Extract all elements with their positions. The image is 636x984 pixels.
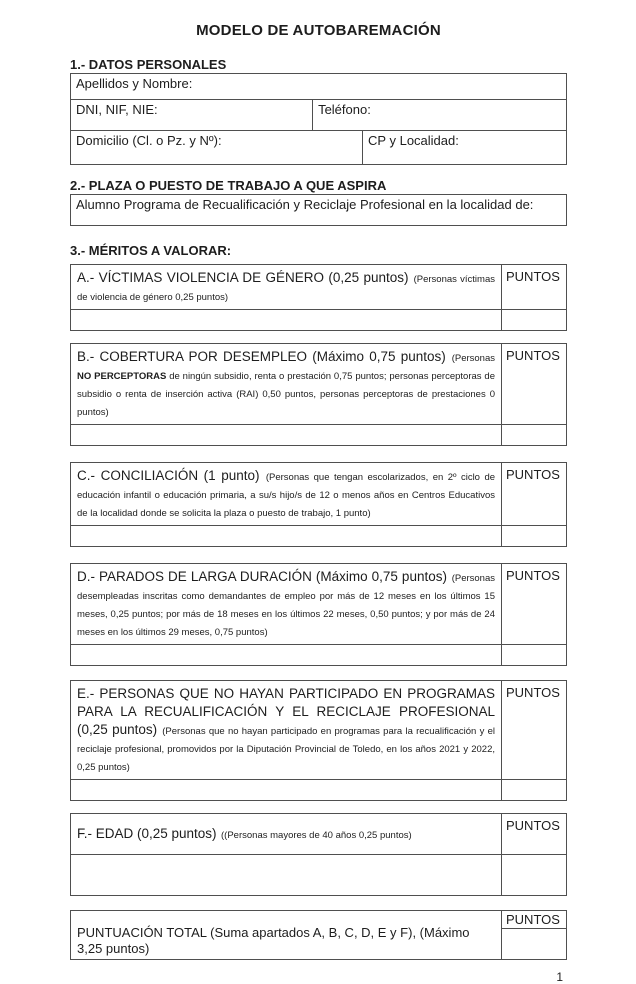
merit-desc-row — [71, 463, 566, 525]
domicilio-field[interactable] — [71, 131, 362, 164]
merit-a-title: A.- VÍCTIMAS VIOLENCIA DE GÉNERO (0,25 puntos) — [77, 270, 409, 285]
merit-b-description — [71, 344, 501, 424]
merit-a-note: (Personas víctimas de violencia de género 0,25 puntos) — [77, 274, 495, 303]
merit-c-puntos-field[interactable] — [501, 526, 566, 546]
merit-b-puntos-header: PUNTOS — [501, 344, 566, 424]
merit-entry-row — [71, 309, 566, 330]
merit-c-puntos-header: PUNTOS — [501, 463, 566, 525]
apellidos-nombre-label: Apellidos y Nombre: — [76, 76, 193, 91]
merit-e-title: E.- PERSONAS QUE NO HAYAN PARTICIPADO EN PROGRAMAS PARA LA RECUALIFICACIÓN Y EL RECICLAJE PROFESIONAL (0,25 puntos) — [77, 686, 495, 737]
merit-entry-row — [71, 779, 566, 800]
merit-table-d — [70, 563, 567, 666]
merit-b-note: (Personas NO PERCEPTORAS de ningún subsidio, renta o prestación 0,75 puntos; personas perceptoras de subsidio o renta de inserción activa (RAI) 0,50 puntos, personas perceptoras de prestaciones 0 puntos) — [77, 353, 496, 418]
merit-f-puntos-field[interactable] — [501, 855, 566, 895]
merit-f-description — [71, 814, 501, 854]
total-puntos-column — [501, 911, 566, 959]
total-label: PUNTUACIÓN TOTAL (Suma apartados A, B, C, D, E y F), (Máximo 3,25 puntos) — [77, 925, 470, 956]
merit-desc-row — [71, 681, 566, 779]
table-row — [71, 74, 566, 99]
table-row — [71, 130, 566, 164]
merit-c-description — [71, 463, 501, 525]
cp-localidad-label: CP y Localidad: — [368, 133, 459, 148]
merit-d-puntos-field[interactable] — [501, 645, 566, 665]
section-heading-meritos: 3.- MÉRITOS A VALORAR: — [70, 243, 232, 258]
merit-table-f — [70, 813, 567, 896]
merit-a-puntos-header: PUNTOS — [501, 265, 566, 309]
personal-data-table — [70, 73, 567, 165]
apellidos-nombre-field[interactable] — [71, 74, 566, 99]
merit-table-c — [70, 462, 567, 547]
merit-a-puntos-field[interactable] — [501, 310, 566, 330]
merit-d-title: D.- PARADOS DE LARGA DURACIÓN (Máximo 0,75 puntos) — [77, 569, 447, 584]
merit-c-detail-field[interactable] — [71, 526, 501, 546]
merit-e-description — [71, 681, 501, 779]
merit-a-description — [71, 265, 501, 309]
merit-entry-row — [71, 424, 566, 445]
merit-d-detail-field[interactable] — [71, 645, 501, 665]
page-number: 1 — [556, 970, 563, 984]
merit-entry-row — [71, 854, 566, 895]
merit-b-puntos-field[interactable] — [501, 425, 566, 445]
telefono-field[interactable] — [312, 100, 566, 130]
merit-table-a — [70, 264, 567, 331]
merit-entry-row — [71, 644, 566, 665]
total-puntos-header: PUNTOS — [502, 911, 566, 929]
merit-entry-row — [71, 525, 566, 546]
merit-desc-row — [71, 344, 566, 424]
merit-table-e — [70, 680, 567, 801]
merit-e-note: (Personas que no hayan participado en programas para la recualificación y el reciclaje profesional, promovidos por la Diputación Provincial de Toledo, en los años 2021 y 2022, 0,25 puntos) — [77, 726, 495, 773]
merit-f-note: ((Personas mayores de 40 años 0,25 puntos) — [221, 830, 412, 841]
merit-c-note: (Personas que tengan escolarizados, en 2º ciclo de educación infantil o educación primaria, a su/s hijo/s de 12 o menos años en Centros Educativos de la localidad donde se solicita la plaza o puesto de trabajo, 1 punto) — [77, 472, 496, 519]
merit-b-title: B.- COBERTURA POR DESEMPLEO (Máximo 0,75 puntos) — [77, 349, 446, 364]
merit-f-title: F.- EDAD (0,25 puntos) — [77, 826, 217, 841]
plaza-table — [70, 194, 567, 226]
merit-table-b — [70, 343, 567, 446]
dni-nif-nie-field[interactable] — [71, 100, 312, 130]
merit-f-detail-field[interactable] — [71, 855, 501, 895]
page-content — [70, 0, 567, 984]
merit-desc-row — [71, 564, 566, 644]
section-heading-plaza: 2.- PLAZA O PUESTO DE TRABAJO A QUE ASPIRA — [70, 178, 387, 193]
merit-d-description — [71, 564, 501, 644]
cp-localidad-field[interactable] — [362, 131, 566, 164]
total-table — [70, 910, 567, 960]
merit-a-detail-field[interactable] — [71, 310, 501, 330]
merit-e-puntos-header: PUNTOS — [501, 681, 566, 779]
section-heading-datos-personales: 1.- DATOS PERSONALES — [70, 57, 227, 72]
telefono-label: Teléfono: — [318, 102, 371, 117]
merit-desc-row — [71, 265, 566, 309]
domicilio-label: Domicilio (Cl. o Pz. y Nº): — [76, 133, 222, 148]
merit-c-title: C.- CONCILIACIÓN (1 punto) — [77, 468, 260, 483]
dni-nif-nie-label: DNI, NIF, NIE: — [76, 102, 158, 117]
merit-d-puntos-header: PUNTOS — [501, 564, 566, 644]
total-puntos-field[interactable] — [502, 929, 566, 959]
page-title: MODELO DE AUTOBAREMACIÓN — [196, 22, 441, 39]
merit-f-puntos-header: PUNTOS — [501, 814, 566, 854]
merit-d-note: (Personas desempleadas inscritas como demandantes de empleo por más de 12 meses en los últimos 15 meses, 0,25 puntos; por más de 18 meses en los últimos 22 meses, 0,50 puntos; y por más de 24 meses en los últimos 29 meses, 0,75 puntos) — [77, 573, 495, 638]
merit-b-detail-field[interactable] — [71, 425, 501, 445]
merit-e-puntos-field[interactable] — [501, 780, 566, 800]
merit-desc-row — [71, 814, 566, 854]
plaza-localidad-label: Alumno Programa de Recualificación y Reciclaje Profesional en la localidad de: — [76, 197, 534, 212]
table-row — [71, 99, 566, 130]
plaza-localidad-field[interactable] — [71, 195, 566, 225]
merit-e-detail-field[interactable] — [71, 780, 501, 800]
